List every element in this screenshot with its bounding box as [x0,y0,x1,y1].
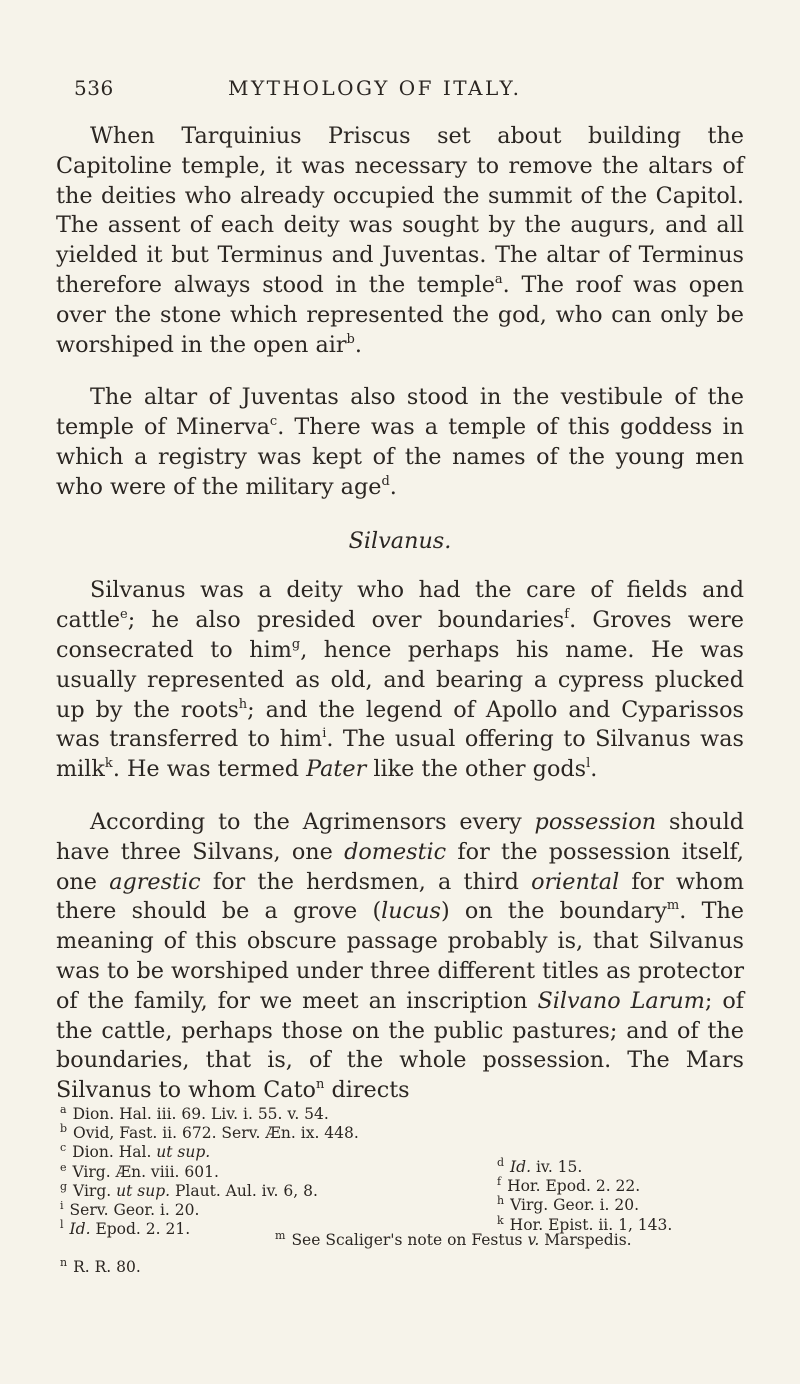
footnote-ref-d[interactable]: d [381,473,390,489]
footnote-d: $^d$ Id. iv. 15. [497,1156,583,1176]
footnotes-right-column [497,1158,757,1235]
footnote-n: $^n$ R. R. 80. [60,1256,141,1277]
footnote-ref-i[interactable]: i [322,726,327,742]
footnote-l: $^l$ Id. Epod. 2. 21. [60,1218,191,1239]
footnote-ref-m[interactable]: m [666,898,680,914]
paragraph-agrimensors: According to the Agrimensors every possession should have three Silvans, one domestic for the possession itself, one agrestic for the herdsmen, a third oriental for whom there should be a grove (lucus) on the boundary$^m$. The meaning of this obscure passage probably is, that Silvanus was to be worshiped under three different titles as protector of the family, for we meet an inscription Silvano Larum; of the cattle, perhaps those on the public pastures; and of the boundaries, that is, of the whole possession. The Mars Silvanus to whom Cato$^n$ directs [56,808,745,1104]
footnotes-left-column [60,1105,440,1278]
footnote-ref-b[interactable]: b [346,331,355,347]
footnote-f: $^f$ Hor. Epod. 2. 22. [497,1175,641,1196]
paragraph-capitoline: When Tarquinius Priscus set about building the Capitoline temple, it was necessary to remove the altars of the deities who already occupied the summit of the Capitol. The assent of each deity was sought by the augurs, and all yielded it but Terminus and Juventas. The altar of Terminus therefore always stood in the temple$^a$. The roof was open over the stone which represented the god, who can only be worshiped in the open air$^b$. [56,123,745,358]
footnote-ref-n[interactable]: n [316,1077,325,1093]
footnote-ref-g[interactable]: g [291,636,301,652]
footnote-ref-h[interactable]: h [238,696,248,712]
footnote-ref-l[interactable]: l [586,756,591,772]
footnote-wide-row [60,1231,760,1250]
footnote-i: $^i$ Serv. Geor. i. 20. [60,1199,200,1220]
footnote-b: $^b$ Ovid, Fast. ii. 672. Serv. Æn. ix. 448. [60,1122,359,1143]
footnote-ref-a[interactable]: a [494,271,503,287]
running-head: MYTHOLOGY OF ITALY. [228,76,522,100]
footnote-ref-e[interactable]: e [120,607,128,623]
footnote-e: $^e$ Virg. Æn. viii. 601. [60,1160,219,1181]
page-number: 536 [74,76,114,100]
footnote-c: $^c$ Dion. Hal. ut sup. [60,1141,211,1162]
footnote-ref-f[interactable]: f [564,607,570,623]
paragraph-silvanus: Silvanus was a deity who had the care of fields and cattle$^e$; he also presided over boundaries$^f$. Groves were consecrated to him$^g$, hence perhaps his name. He was usually represented as old, and bearing a cypress plucked up by the roots$^h$; and the legend of Apollo and Cyparissos was transferred to him$^i$. The usual offering to Silvanus was milk$^k$. He was termed Pater like the other gods$^l$. [56,577,744,783]
footnote-m: $^m$ See Scaliger's note on Festus v. Marspedis. [275,1229,632,1249]
footnote-k: $^k$ Hor. Epist. ii. 1, 143. [497,1213,673,1234]
section-heading-silvanus: Silvanus. [348,527,452,554]
paragraph-juventas: The altar of Juventas also stood in the vestibule of the temple of Minerva$^c$. There was a temple of this goddess in which a registry was kept of the names of the young men who were of the military age$^d$. [56,384,744,500]
footnote-ref-k[interactable]: k [104,756,113,772]
footnote-h: $^h$ Virg. Geor. i. 20. [497,1194,640,1215]
footnote-ref-c[interactable]: c [269,414,278,430]
body-text [56,122,744,1106]
footnote-g: $^g$ Virg. ut sup. Plaut. Aul. iv. 6, 8. [60,1179,318,1200]
footnote-a: $^a$ Dion. Hal. iii. 69. Liv. i. 55. v. 54. [60,1103,329,1123]
